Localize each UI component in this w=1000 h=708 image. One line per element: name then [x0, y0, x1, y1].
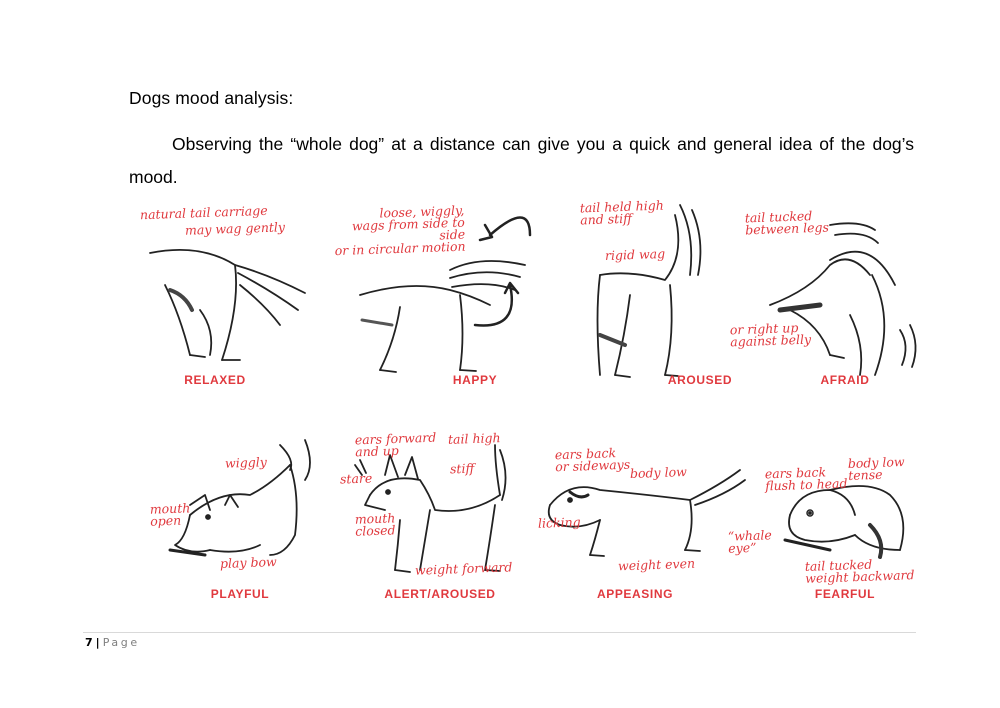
relaxed-dog-sketch — [150, 250, 305, 360]
playful-note-mouth: mouth open — [149, 500, 191, 529]
dog-body-language-figure — [130, 195, 920, 615]
aroused-note-tail: tail held high and stiff — [579, 197, 664, 228]
footer-divider — [83, 632, 916, 633]
fearful-dog-sketch — [785, 486, 903, 557]
aroused-note-rigid: rigid wag — [604, 245, 666, 264]
relaxed-caption: RELAXED — [184, 373, 246, 387]
relaxed-note-tail: natural tail carriage — [139, 202, 268, 223]
alert-caption: ALERT/AROUSED — [384, 587, 496, 601]
happy-caption: HAPPY — [452, 373, 498, 387]
page-label: Page — [102, 636, 140, 649]
alert-note-mouth: mouth closed — [354, 510, 396, 539]
appeasing-note-licking: licking — [537, 514, 581, 531]
alert-dog-sketch — [355, 445, 506, 572]
alert-note-weight: weight forward — [414, 559, 513, 578]
section-heading: Dogs mood analysis: — [129, 88, 294, 108]
footer-separator: | — [95, 636, 100, 649]
afraid-note-belly: or right up against belly — [729, 320, 812, 350]
alert-note-stare: stare — [339, 470, 373, 487]
alert-note-tail: tail high — [447, 430, 501, 447]
dog-sketches — [130, 195, 920, 615]
playful-caption: PLAYFUL — [210, 587, 270, 601]
fearful-note-eye: “whale eye” — [727, 527, 773, 556]
appeasing-dog-sketch — [549, 470, 745, 556]
playful-note-wiggly: wiggly — [224, 454, 267, 471]
appeasing-note-ears: ears back or sideways — [554, 445, 631, 475]
page-footer — [85, 636, 140, 649]
alert-note-stiff: stiff — [449, 460, 475, 477]
afraid-note-tucked: tail tucked between legs — [744, 208, 830, 238]
happy-note: loose, wiggly, wags from side to side or in circular motion — [334, 202, 466, 259]
afraid-caption: AFRAID — [820, 373, 870, 387]
appeasing-note-weight: weight even — [617, 555, 696, 574]
playful-note-bow: play bow — [219, 554, 277, 571]
afraid-dog-sketch — [770, 223, 916, 375]
body-paragraph: Observing the “whole dog” at a distance can give you a quick and general idea of the dog’s mood. — [129, 134, 914, 187]
fearful-note-tail: tail tucked weight backward — [804, 556, 915, 586]
fearful-caption: FEARFUL — [814, 587, 876, 601]
fearful-note-body: body low tense — [847, 454, 905, 483]
appeasing-caption: APPEASING — [596, 587, 674, 601]
fearful-note-ears: ears back flush to head — [764, 464, 848, 494]
page-number: 7 — [85, 636, 93, 649]
relaxed-note-wag: may wag gently — [184, 219, 286, 238]
aroused-dog-sketch — [598, 205, 701, 377]
aroused-caption: AROUSED — [667, 373, 733, 387]
appeasing-note-body: body low — [629, 464, 688, 481]
alert-note-ears: ears forward and up — [354, 429, 437, 460]
